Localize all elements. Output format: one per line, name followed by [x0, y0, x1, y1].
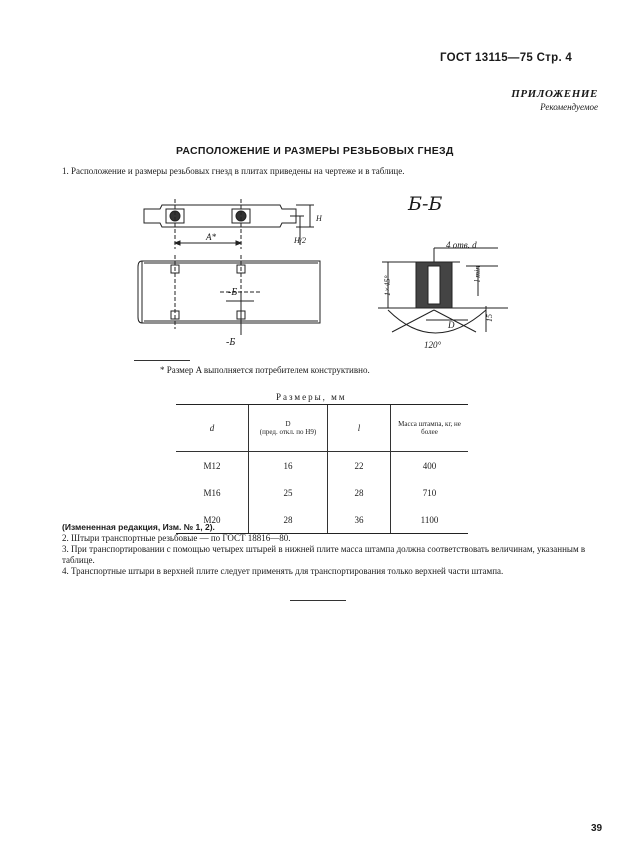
cell-mass: 710 [391, 479, 469, 506]
lmin-label: l min [473, 265, 482, 282]
table-row [176, 452, 468, 480]
col-header-D: D (пред. откл. по H9) [249, 405, 328, 452]
table-caption: Размеры, мм [276, 392, 347, 402]
section-drawing [378, 236, 508, 356]
cell-mass: 400 [391, 452, 469, 480]
cut-mark-bottom: -Б [226, 337, 236, 348]
revision-note: (Измененная редакция, Изм. № 1, 2). [62, 522, 215, 532]
table-row [176, 479, 468, 506]
note-2: 2. Штыри транспортные резьбовые — по ГОСТ 18816—80. [62, 533, 291, 543]
section-title: РАСПОЛОЖЕНИЕ И РАЗМЕРЫ РЕЗЬБОВЫХ ГНЕЗД [176, 145, 454, 157]
cell-l: 22 [328, 452, 391, 480]
appendix-subtitle: Рекомендуемое [540, 102, 598, 112]
col-header-mass: Масса штампа, кг, не более [391, 405, 469, 452]
cell-d: M20 [176, 506, 249, 534]
cell-D: 16 [249, 452, 328, 480]
plate-drawing [130, 195, 330, 355]
cell-l: 28 [328, 479, 391, 506]
col-header-d: d [176, 405, 249, 452]
cell-D: 25 [249, 479, 328, 506]
holes-note: 4 отв. d [446, 240, 477, 250]
document-header: ГОСТ 13115—75 Стр. 4 [440, 52, 573, 64]
cell-mass: 1100 [391, 506, 469, 534]
cut-mark-top: -Б [228, 287, 238, 298]
angle-label: 120° [424, 340, 442, 350]
footnote-divider [134, 360, 190, 361]
note-3: 3. При транспортировании с помощью четырех штырей в нижней плите масса штампа должна соответствовать величинам, указанным в таблице. [62, 544, 586, 565]
note-4: 4. Транспортные штыри в верхней плите следует применять для транспортирования только верхней части штампа. [62, 566, 504, 576]
dim-d-label: D [448, 320, 455, 330]
dim-a-label: A* [206, 232, 216, 242]
dim-h-label: H [316, 214, 322, 223]
col-header-l: l [328, 405, 391, 452]
sizes-table [176, 404, 468, 534]
cell-d: M16 [203, 487, 221, 498]
notes-block [62, 522, 602, 577]
section-view-label: Б-Б [408, 193, 443, 215]
page-number: 39 [591, 823, 603, 834]
cell-D: 28 [249, 506, 328, 534]
end-divider [290, 600, 346, 601]
chamfer-label: 1×45° [383, 275, 392, 296]
cell-l: 36 [328, 506, 391, 534]
footnote: * Размер A выполняется потребителем конструктивно. [160, 365, 370, 375]
dim-h2-label: H/2 [294, 236, 306, 245]
plate-side-view [144, 205, 296, 227]
cell-d: M12 [203, 460, 221, 471]
intro-paragraph: 1. Расположение и размеры резьбовых гнезд в плитах приведены на чертеже и в таблице. [62, 166, 405, 176]
depth-label: 15 [485, 314, 494, 322]
appendix-title: ПРИЛОЖЕНИЕ [511, 88, 598, 100]
